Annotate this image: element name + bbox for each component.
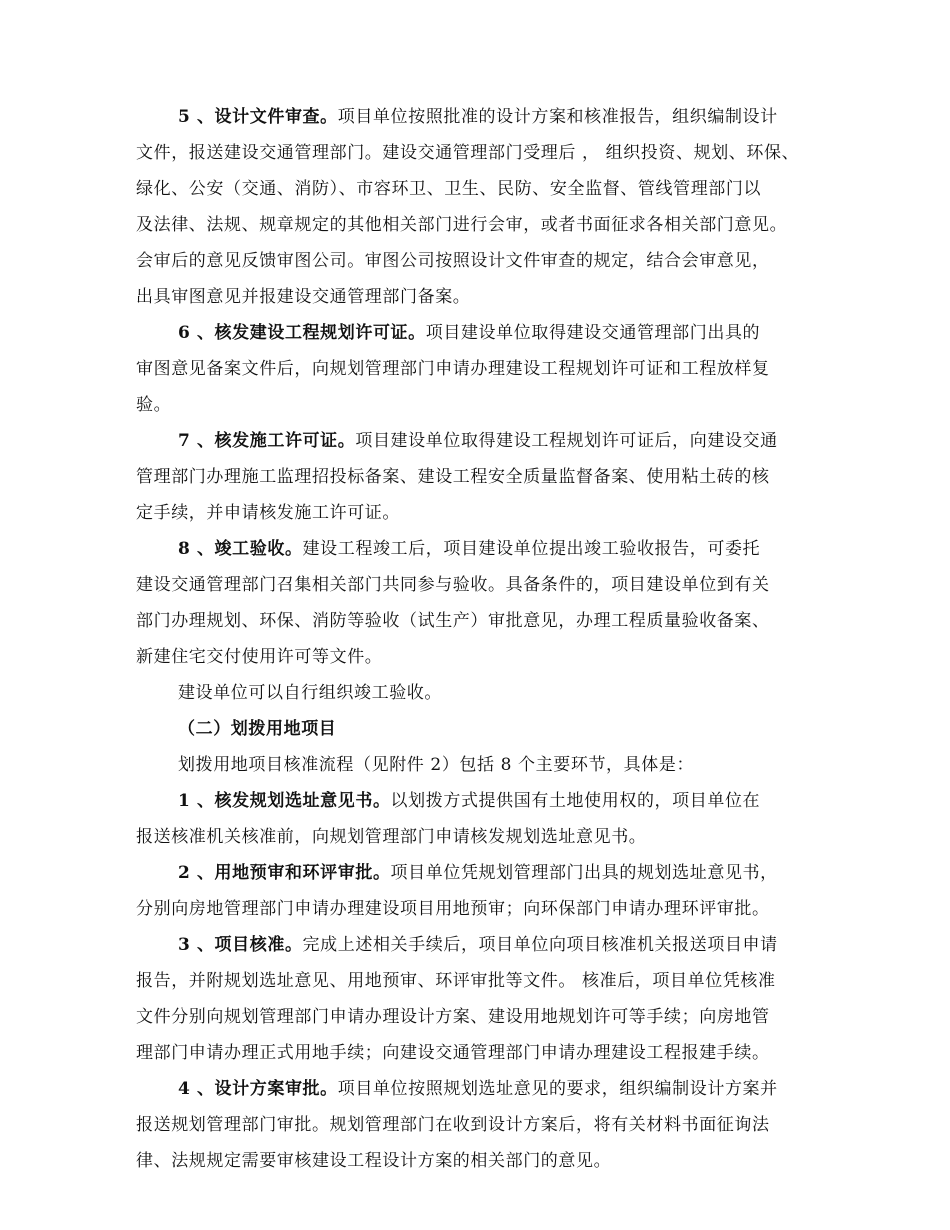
body-text: 部门办理规划、环保、消防等验收（试生产）审批意见，办理工程质量验收备案、 [136, 611, 770, 631]
text-line [136, 825, 646, 849]
text-line [136, 645, 382, 669]
text-line [136, 897, 770, 921]
section-heading: （二）划拨用地项目 [178, 719, 337, 739]
section-heading: 4 、设计方案审批。 [178, 1079, 338, 1099]
body-text: 理部门申请办理正式用地手续；向建设交通管理部门申请办理建设工程报建手续。 [136, 1043, 770, 1063]
text-line [136, 357, 770, 381]
body-text: 建设单位可以自行组织竣工验收。 [178, 683, 442, 703]
subsection-title [178, 717, 336, 741]
body-text: 以划拨方式提供国有土地使用权的，项目单位在 [390, 791, 761, 811]
text-line [136, 501, 400, 525]
body-text: 项目建设单位取得建设工程规划许可证后，向建设交通 [355, 431, 778, 451]
body-text: 定手续，并申请核发施工许可证。 [136, 503, 400, 523]
body-text: 管理部门办理施工监理招投标备案、建设工程安全质量监督备案、使用粘土砖的核 [136, 467, 770, 487]
text-line [178, 789, 760, 813]
body-text: 完成上述相关手续后，项目单位向项目核准机关报送项目申请 [302, 935, 778, 955]
body-text: 新建住宅交付使用许可等文件。 [136, 647, 383, 667]
text-line [178, 753, 694, 777]
text-line [178, 321, 760, 345]
text-line [136, 177, 761, 201]
text-line [136, 1041, 770, 1065]
text-line [136, 1113, 770, 1137]
text-line [136, 609, 770, 633]
body-text: 验。 [136, 395, 172, 415]
body-text: 项目单位按照规划选址意见的要求，组织编制设计方案并 [337, 1079, 778, 1099]
text-line [136, 969, 776, 993]
body-text: 报送核准机关核准前，向规划管理部门申请核发规划选址意见书。 [136, 827, 647, 847]
text-line [136, 1149, 611, 1173]
body-text: 建设交通管理部门召集相关部门共同参与验收。具备条件的，项目建设单位到有关 [136, 575, 770, 595]
text-line [136, 141, 799, 165]
body-text: 文件分别向规划管理部门申请办理设计方案、建设用地规划许可等手续；向房地管 [136, 1007, 770, 1027]
body-text: 报告，并附规划选址意见、用地预审、环评审批等文件。 核准后，项目单位凭核准 [136, 971, 776, 991]
body-text: 分别向房地管理部门申请办理建设项目用地预审；向环保部门申请办理环评审批。 [136, 899, 770, 919]
section-heading: 7 、核发施工许可证。 [178, 431, 356, 451]
text-line [136, 213, 787, 237]
text-line [136, 285, 470, 309]
text-line [178, 105, 778, 129]
section-heading: 8 、竣工验收。 [178, 539, 303, 559]
text-line [178, 681, 442, 705]
text-line [178, 1077, 778, 1101]
body-text: 划拨用地项目核准流程（见附件 2）包括 8 个主要环节，具体是： [178, 755, 695, 775]
body-text: 会审后的意见反馈审图公司。审图公司按照设计文件审查的规定，结合会审意见， [136, 251, 770, 271]
section-heading: 5 、设计文件审查。 [178, 107, 338, 127]
section-heading: 6 、核发建设工程规划许可证。 [178, 323, 426, 343]
body-text: 绿化、公安（交通、消防）、市容环卫、卫生、民防、安全监督、管线管理部门以 [136, 179, 762, 199]
text-line [178, 537, 760, 561]
text-line [136, 249, 770, 273]
body-text: 律、法规规定需要审核建设工程设计方案的相关部门的意见。 [136, 1151, 612, 1171]
body-text: 审图意见备案文件后，向规划管理部门申请办理建设工程规划许可证和工程放样复 [136, 359, 770, 379]
section-heading: 2 、用地预审和环评审批。 [178, 863, 391, 883]
section-heading: 1 、核发规划选址意见书。 [178, 791, 391, 811]
body-text: 建设工程竣工后，项目建设单位提出竣工验收报告，可委托 [302, 539, 761, 559]
text-line [178, 861, 778, 885]
body-text: 项目单位凭规划管理部门出具的规划选址意见书， [390, 863, 778, 883]
body-text: 报送规划管理部门审批。规划管理部门在收到设计方案后，将有关材料书面征询法 [136, 1115, 770, 1135]
text-line [178, 429, 778, 453]
body-text: 及法律、法规、规章规定的其他相关部门进行会审，或者书面征求各相关部门意见。 [136, 215, 788, 235]
text-line [136, 573, 770, 597]
section-heading: 3 、项目核准。 [178, 935, 303, 955]
text-line [136, 393, 171, 417]
text-line [136, 1005, 770, 1029]
body-text: 项目建设单位取得建设交通管理部门出具的 [425, 323, 761, 343]
body-text: 项目单位按照批准的设计方案和核准报告，组织编制设计 [337, 107, 778, 127]
text-line [178, 933, 778, 957]
text-line [136, 465, 770, 489]
body-text: 出具审图意见并报建设交通管理部门备案。 [136, 287, 471, 307]
body-text: 文件，报送建设交通管理部门。建设交通管理部门受理后 ， 组织投资、规划、环保、 [136, 143, 800, 163]
